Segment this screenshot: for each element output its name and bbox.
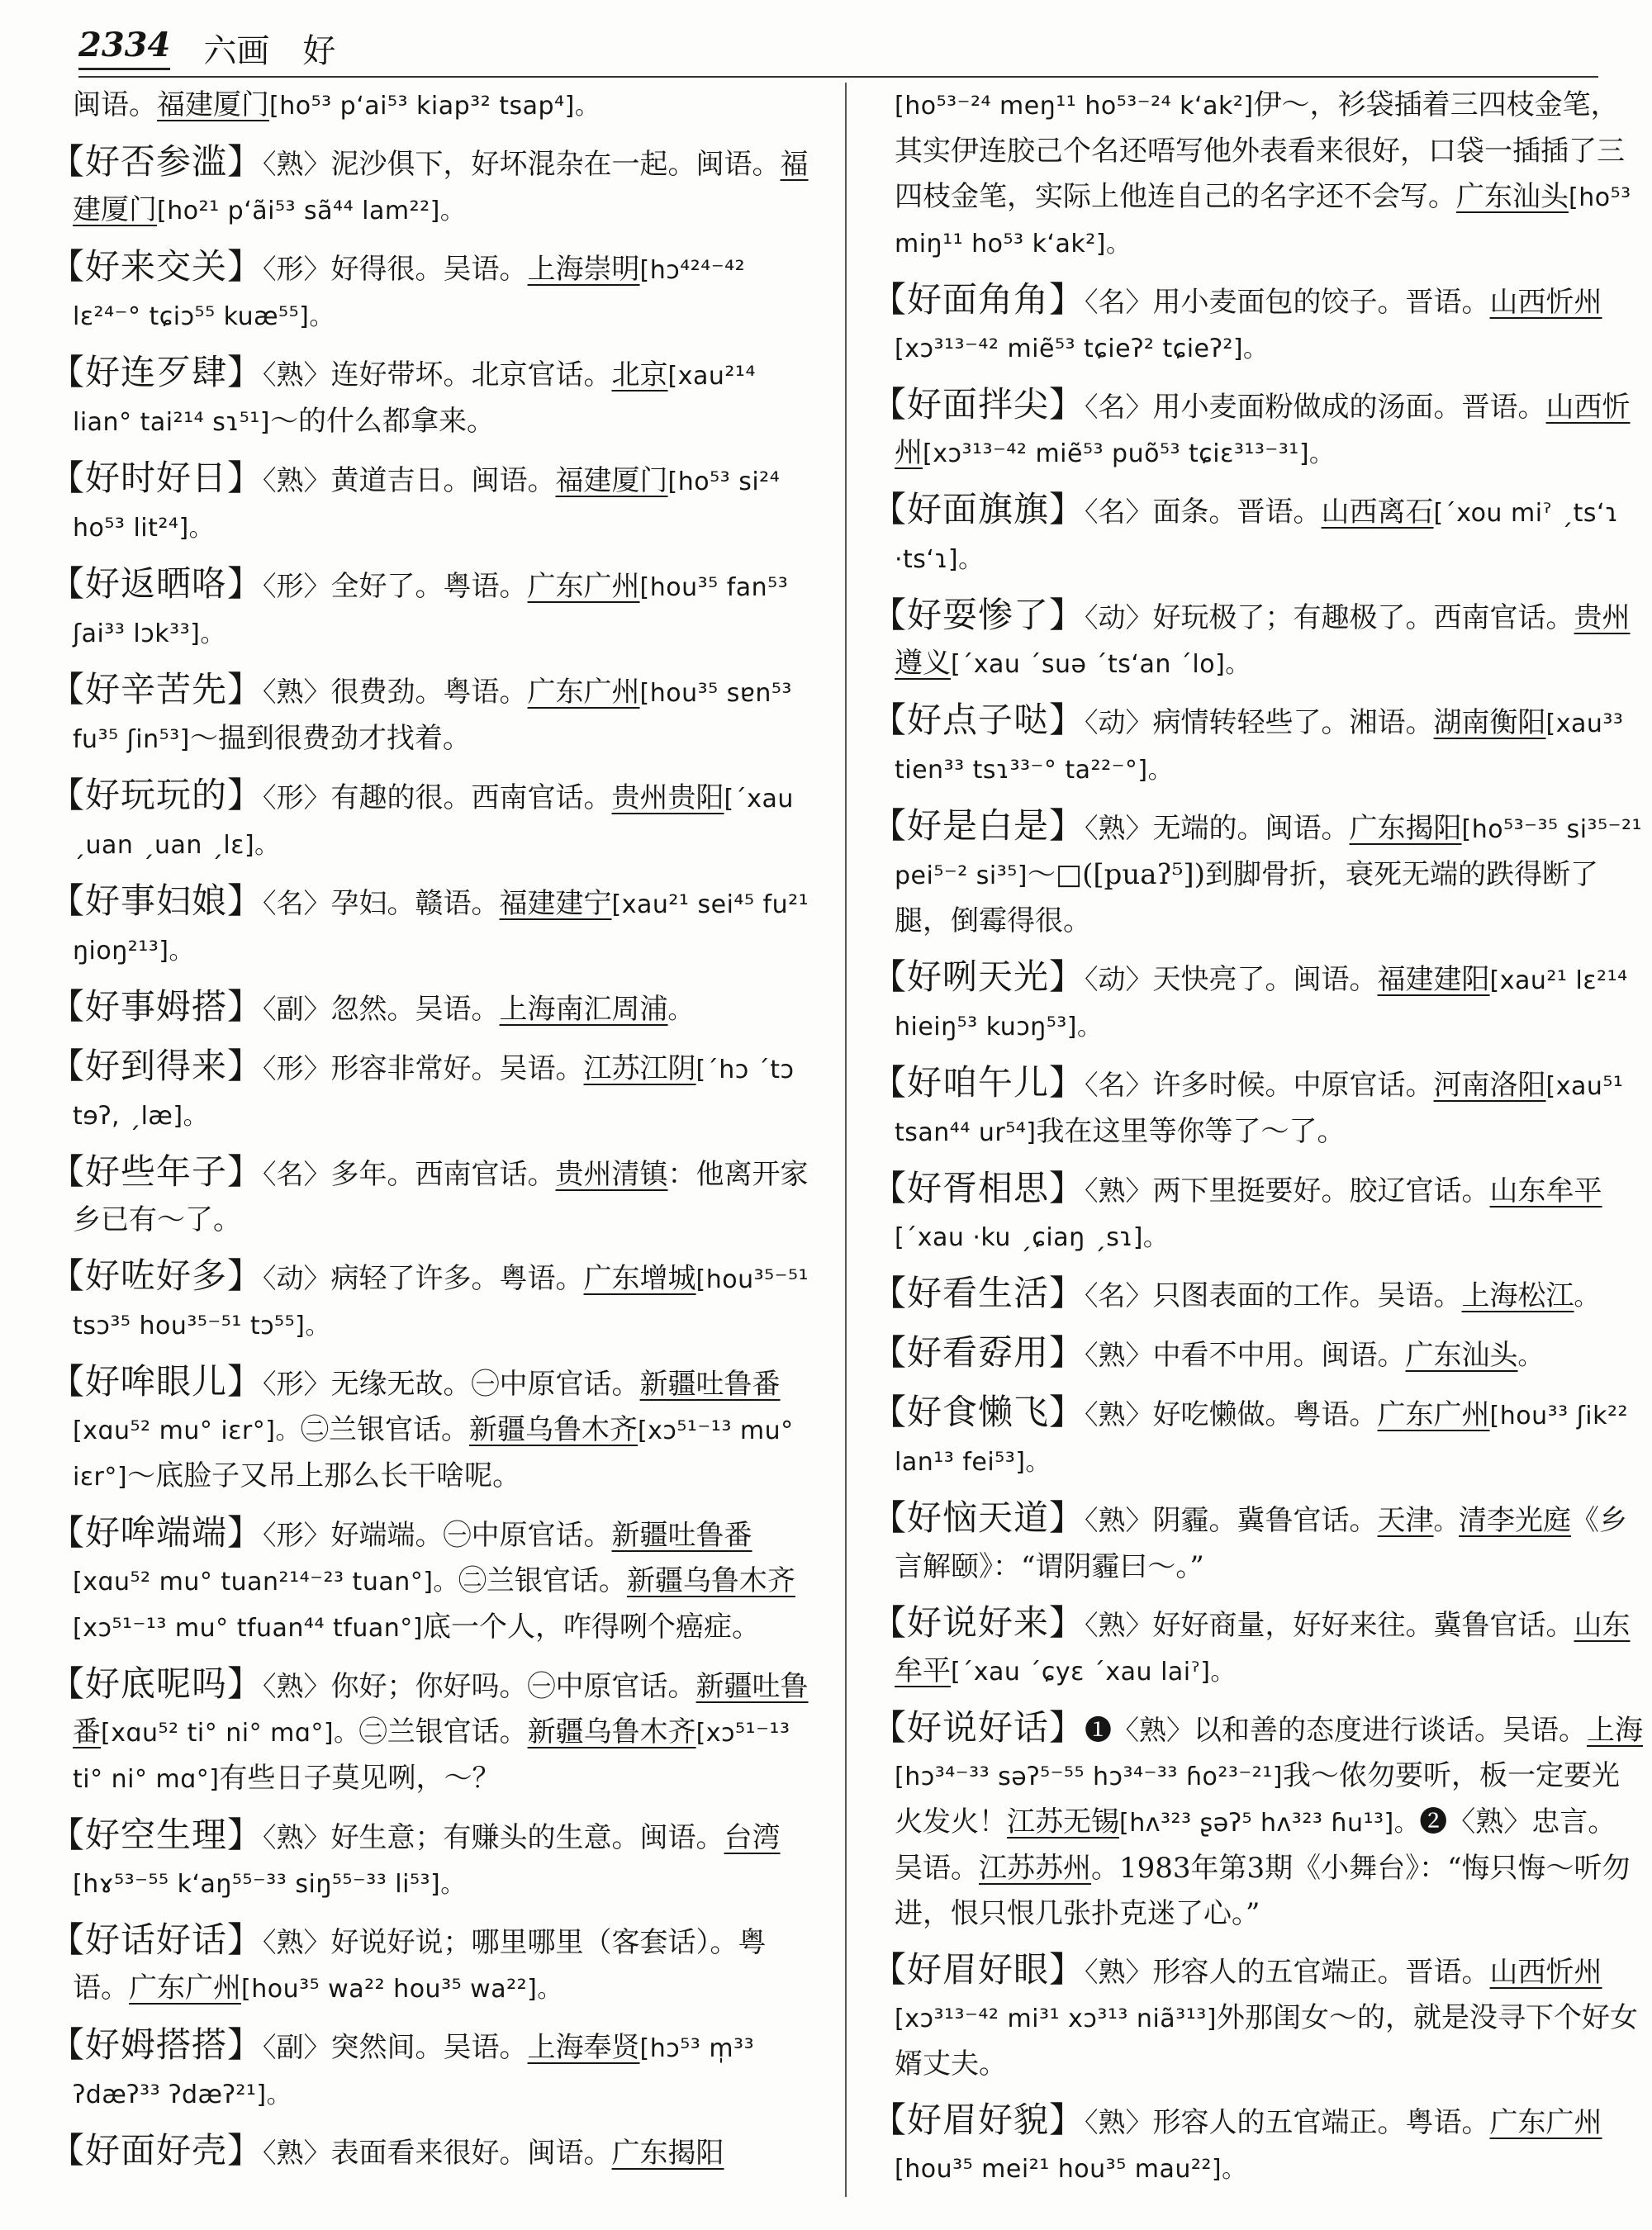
dictionary-entry bbox=[871, 803, 1644, 944]
entry-definition: 多年。西南官话。 bbox=[330, 1158, 556, 1191]
usage-example: 我在这里等你等了～了。 bbox=[1036, 1115, 1346, 1148]
dictionary-entry bbox=[871, 1270, 1644, 1320]
source-label: 清李光庭 bbox=[1459, 1504, 1572, 1537]
pronunciation: [hou³⁵ fan⁵³ ʃai³³ lɔk³³]。 bbox=[73, 573, 789, 648]
dictionary-entry bbox=[871, 1705, 1644, 1937]
usage-example: ～□([puaʔ⁵])到脚骨折，衰死无端的跌得断了腿，倒霉得很。 bbox=[895, 858, 1598, 937]
location-label: 上海奉贤 bbox=[527, 2031, 640, 2064]
entry-definition: 好吃懒做。粤语。 bbox=[1152, 1398, 1378, 1431]
dictionary-entry bbox=[871, 954, 1644, 1050]
pronunciation: [ho⁵³⁻²⁴ meŋ¹¹ ho⁵³⁻²⁴ kʻak²] bbox=[895, 92, 1254, 121]
page-number: 2334 bbox=[78, 26, 170, 70]
entry-definition: 用小麦面粉做成的汤面。晋语。 bbox=[1152, 391, 1546, 424]
entry-definition: 好好商量，好好来往。冀鲁官话。 bbox=[1152, 1609, 1574, 1642]
location-label: 上海 bbox=[1587, 1714, 1644, 1747]
part-of-speech: 〈熟〉 bbox=[1085, 1174, 1153, 1207]
dictionary-entry bbox=[871, 1947, 1644, 2087]
dictionary-entry bbox=[871, 1060, 1644, 1155]
location-label: 天津 bbox=[1377, 1504, 1434, 1537]
pronunciation: [hɤ⁵³⁻⁵⁵ kʻaŋ⁵⁵⁻³³ siŋ⁵⁵⁻³³ li⁵³]。 bbox=[73, 1870, 466, 1899]
pronunciation-2: [xɔ⁵¹⁻¹³ ti° ni° mɑ°] bbox=[73, 1719, 790, 1794]
location-label: 福建厦门 bbox=[555, 464, 668, 497]
pronunciation: [xɔ³¹³⁻⁴² miẽ⁵³ tɕieʔ² tɕieʔ²]。 bbox=[895, 334, 1269, 363]
entry-headword: 【 好面角角 】 bbox=[871, 279, 1085, 320]
entry-definition: 孕妇。赣语。 bbox=[330, 887, 500, 920]
location-label: 贵州清镇 bbox=[555, 1158, 668, 1191]
part-of-speech: 〈动〉 bbox=[1085, 706, 1153, 738]
location-label-2: 广东汕头 bbox=[1456, 180, 1569, 213]
pronunciation: [ˊxau ˊɕyɛ ˊxau laiˀ]。 bbox=[951, 1658, 1236, 1687]
pronunciation: [xɑu⁵² mu° iɛr°]。 bbox=[73, 1416, 301, 1445]
usage-example: 我～侬勿要听，板一定要光火发火！ bbox=[895, 1759, 1621, 1839]
entry-definition: 形容人的五官端正。晋语。 bbox=[1152, 1956, 1490, 1989]
dictionary-entry bbox=[871, 486, 1644, 582]
entry-definition: 突然间。吴语。 bbox=[330, 2031, 528, 2064]
dictionary-entry bbox=[50, 984, 818, 1033]
dictionary-entry bbox=[871, 1495, 1644, 1590]
entry-headword: 【 好点子哒 】 bbox=[871, 700, 1085, 740]
part-of-speech: 〈熟〉 bbox=[1085, 1609, 1153, 1641]
entry-headword: 【 好说好来 】 bbox=[871, 1602, 1085, 1643]
location-label-3: 江苏苏州 bbox=[979, 1852, 1091, 1885]
dictionary-entry bbox=[871, 83, 1644, 267]
entry-definition: 连好带坏。北京官话。 bbox=[330, 358, 612, 391]
entry-headword: 【 好咗好多 】 bbox=[50, 1255, 263, 1296]
entry-headword: 【 好底呢吗 】 bbox=[50, 1663, 263, 1704]
dictionary-entry bbox=[50, 772, 818, 868]
part-of-speech: 〈名〉 bbox=[1085, 1279, 1153, 1312]
dictionary-entry bbox=[50, 244, 818, 339]
entry-definition: 全好了。粤语。 bbox=[330, 570, 528, 603]
usage-example: 《乡言解颐》：“谓阴霾曰～。” bbox=[895, 1504, 1628, 1583]
part-of-speech: 〈熟〉 bbox=[263, 148, 331, 180]
entry-headword: 【 好时好日 】 bbox=[50, 458, 263, 498]
pronunciation: [ho⁵³⁻³⁵ si³⁵⁻²¹ pei⁵⁻² si³⁵] bbox=[895, 815, 1643, 890]
dictionary-entry bbox=[50, 1661, 818, 1802]
entry-definition: 闽语。 bbox=[73, 88, 157, 121]
location-label: 广东广州 bbox=[1377, 1398, 1490, 1431]
entry-definition: 黄道吉日。闽语。 bbox=[330, 464, 556, 497]
entry-headword: 【 好返晒咯 】 bbox=[50, 563, 263, 604]
dictionary-entry bbox=[50, 1043, 818, 1139]
entry-definition: 好得很。吴语。 bbox=[330, 253, 528, 286]
entry-definition: 无端的。闽语。 bbox=[1152, 812, 1350, 845]
pronunciation: [xɑu⁵² mu° tuan²¹⁴⁻²³ tuan°]。 bbox=[73, 1568, 458, 1597]
entry-definition: 两下里挺要好。胶辽官话。 bbox=[1152, 1174, 1490, 1208]
dictionary-entry bbox=[871, 697, 1644, 793]
location-label: 山东牟平 bbox=[1489, 1174, 1602, 1208]
location-label: 福建厦门 bbox=[157, 88, 269, 121]
part-of-speech: 〈名〉 bbox=[1085, 391, 1153, 423]
pronunciation: 。 bbox=[667, 996, 694, 1025]
part-of-speech: 〈熟〉 bbox=[263, 676, 331, 708]
location-label: 广东揭阳 bbox=[611, 2137, 724, 2170]
part-of-speech: 〈动〉 bbox=[263, 1262, 331, 1294]
entry-headword: 【 好看孬用 】 bbox=[871, 1332, 1085, 1373]
entry-definition-2: ㊁兰银官话。 bbox=[458, 1564, 627, 1597]
pronunciation: [hou³³ ʃik²² lan¹³ fei⁵³]。 bbox=[895, 1402, 1629, 1477]
part-of-speech: 〈熟〉 bbox=[1085, 2106, 1153, 2138]
entry-definition: 好说好说；哪里哪里（客套话）。粤语。 bbox=[73, 1926, 767, 2005]
radical-heading: 六画 bbox=[203, 31, 270, 70]
pronunciation: [ˊxau ˏuan ˏuan ˏlɛ]。 bbox=[73, 785, 794, 860]
entry-headword: 【 好恼天道 】 bbox=[871, 1497, 1085, 1538]
entry-headword: 【 好胥相思 】 bbox=[871, 1168, 1085, 1208]
usage-example: ～底脸子又吊上那么长干啥呢。 bbox=[127, 1459, 521, 1492]
entry-headword: 【 好到得来 】 bbox=[50, 1046, 263, 1086]
part-of-speech: 〈熟〉 bbox=[263, 1670, 331, 1702]
dictionary-entry bbox=[50, 1917, 818, 2012]
entry-definition: 阴霾。冀鲁官话。 bbox=[1152, 1504, 1378, 1537]
part-of-speech: 〈熟〉 bbox=[1085, 1339, 1153, 1371]
pronunciation: [hou³⁵⁻⁵¹ tsɔ³⁵ hou³⁵⁻⁵¹ tɔ⁵⁵]。 bbox=[73, 1265, 809, 1340]
pronunciation: [ho⁵³ si²⁴ ho⁵³ lit²⁴]。 bbox=[73, 467, 781, 543]
entry-definition: 表面看来很好。闽语。 bbox=[330, 2137, 612, 2170]
entry-headword: 【 好眉好眼 】 bbox=[871, 1949, 1085, 1990]
usage-example: ～的什么都拿来。 bbox=[270, 405, 495, 438]
entry-headword: 【 好话好话 】 bbox=[50, 1919, 263, 1960]
pronunciation: [ˊxau ˊsuə ˊtsʻan ˊlo]。 bbox=[951, 650, 1251, 679]
entry-headword: 【 好眉好貌 】 bbox=[871, 2100, 1085, 2140]
entry-headword: 【 好玩玩的 】 bbox=[50, 775, 263, 815]
entry-definition-2: ❷〈熟〉忠言。吴语。 bbox=[895, 1805, 1616, 1885]
usage-example: ～揾到很费劲才找着。 bbox=[189, 722, 471, 755]
entry-definition: 好生意；有赚头的生意。闽语。 bbox=[330, 1821, 724, 1854]
entry-headword: 【 好事姆搭 】 bbox=[50, 986, 263, 1027]
location-label: 广东广州 bbox=[527, 676, 640, 709]
part-of-speech: 〈熟〉 bbox=[1085, 812, 1153, 844]
pronunciation: [hou³⁵ wa²² hou³⁵ wa²²]。 bbox=[241, 1975, 563, 2004]
location-label: 福建建宁 bbox=[499, 887, 612, 920]
location-label: 上海南汇周浦 bbox=[499, 993, 668, 1026]
dictionary-entry bbox=[50, 667, 818, 762]
entry-definition: 天快亮了。闽语。 bbox=[1152, 963, 1378, 996]
entry-definition: 形容非常好。吴语。 bbox=[330, 1052, 584, 1085]
entry-definition: 中看不中用。闽语。 bbox=[1152, 1339, 1406, 1372]
location-label: 山西忻州 bbox=[1489, 286, 1602, 319]
location-label: 山东牟平 bbox=[895, 1609, 1631, 1687]
entry-headword: 【 好食懒飞 】 bbox=[871, 1392, 1085, 1432]
entry-definition: 用小麦面包的饺子。晋语。 bbox=[1152, 286, 1490, 319]
entry-headword: 【 好姆搭搭 】 bbox=[50, 2024, 263, 2065]
entry-headword: 【 好哞端端 】 bbox=[50, 1512, 263, 1553]
entry-definition: 泥沙俱下，好坏混杂在一起。闽语。 bbox=[330, 148, 781, 181]
part-of-speech: 〈熟〉 bbox=[263, 358, 331, 391]
part-of-speech: 〈名〉 bbox=[1085, 496, 1153, 528]
location-label: 山西忻州 bbox=[1489, 1956, 1602, 1989]
part-of-speech: 〈熟〉 bbox=[263, 1821, 331, 1853]
part-of-speech: 〈熟〉 bbox=[263, 2137, 331, 2169]
entry-headword: 【 好耍惨了 】 bbox=[871, 595, 1085, 635]
part-of-speech: 〈动〉 bbox=[1085, 601, 1153, 633]
entry-definition: 病轻了许多。粤语。 bbox=[330, 1262, 584, 1295]
entry-headword: 【 好说好话 】 bbox=[871, 1707, 1085, 1748]
usage-example: 外那闺女～的，就是没寻下个好女婿丈夫。 bbox=[895, 2001, 1638, 2081]
location-label: 北京 bbox=[611, 358, 668, 391]
pronunciation: [ho²¹ pʻãi⁵³ sã⁴⁴ lam²²]。 bbox=[157, 197, 466, 225]
part-of-speech: 〈熟〉 bbox=[1085, 1504, 1153, 1536]
dictionary-entry bbox=[50, 1510, 818, 1651]
dictionary-entry bbox=[50, 1253, 818, 1349]
location-label: 河南洛阳 bbox=[1433, 1069, 1546, 1102]
entry-definition: 无缘无故。㊀中原官话。 bbox=[330, 1368, 640, 1401]
dictionary-entry bbox=[50, 349, 818, 445]
dictionary-entry bbox=[50, 1359, 818, 1500]
pronunciation: 。 bbox=[1517, 1342, 1544, 1371]
location-label: 湖南衡阳 bbox=[1433, 706, 1546, 739]
pronunciation: 。 bbox=[1433, 1507, 1460, 1536]
dictionary-entry bbox=[871, 1165, 1644, 1260]
left-column bbox=[50, 83, 818, 2213]
entry-definition: 你好；你好吗。㊀中原官话。 bbox=[330, 1670, 696, 1703]
entry-headword: 【 好空生理 】 bbox=[50, 1815, 263, 1855]
entry-definition: 许多时候。中原官话。 bbox=[1152, 1069, 1434, 1102]
pronunciation-2: [xɔ⁵¹⁻¹³ mu° tfuan⁴⁴ tfuan°] bbox=[73, 1614, 423, 1643]
entry-headword: 【 好事妇娘 】 bbox=[50, 880, 263, 921]
location-label: 广东揭阳 bbox=[1349, 812, 1462, 845]
pronunciation-2: [ho⁵³ miŋ¹¹ ho⁵³ kʻak²]。 bbox=[895, 183, 1631, 259]
location-label: 台湾 bbox=[724, 1821, 781, 1854]
entry-definition: 只图表面的工作。吴语。 bbox=[1152, 1279, 1462, 1312]
dictionary-entry bbox=[871, 277, 1644, 372]
location-label: 上海崇明 bbox=[527, 253, 640, 286]
part-of-speech: 〈形〉 bbox=[263, 253, 331, 285]
location-label: 广东广州 bbox=[527, 570, 640, 603]
pronunciation: [ˊxou miˀ ˏtsʻɿ ·tsʻɿ]。 bbox=[895, 499, 1619, 574]
entry-definition-2: ㊁兰银官话。 bbox=[358, 1715, 528, 1748]
usage-example: ：他离开家乡已有～了。 bbox=[73, 1158, 809, 1236]
entry-definition: 以和善的态度进行谈话。吴语。 bbox=[1194, 1714, 1588, 1747]
usage-example: 有些日子莫见咧，～？ bbox=[219, 1762, 501, 1795]
usage-example: 底一个人，咋得咧个癌症。 bbox=[422, 1611, 760, 1644]
part-of-speech: 〈形〉 bbox=[263, 1519, 331, 1551]
entry-headword: 【 好否参滥 】 bbox=[50, 141, 263, 182]
dictionary-entry bbox=[871, 592, 1644, 687]
entry-headword: 【 好连歹肆 】 bbox=[50, 352, 263, 392]
usage-example: 伊～，衫袋插着三四枝金笔，其实伊连胶己个名还唔写他外表看来很好，口袋一插插了三四枝金笔，实际上他连自己的名字还不会写。 bbox=[895, 88, 1625, 213]
entry-headword: 【 好面旗旗 】 bbox=[871, 489, 1085, 529]
pronunciation-2: [hʌ³²³ ʂəʔ⁵ hʌ³²³ ɦu¹³]。 bbox=[1119, 1809, 1420, 1838]
part-of-speech: 〈副〉 bbox=[263, 993, 331, 1025]
part-of-speech: 〈动〉 bbox=[1085, 963, 1153, 995]
dictionary-entry bbox=[50, 2022, 818, 2118]
page-header bbox=[78, 23, 1598, 73]
part-of-speech: 〈熟〉 bbox=[1085, 1398, 1153, 1431]
dictionary-entry bbox=[50, 561, 818, 657]
location-label: 广东广州 bbox=[1489, 2106, 1602, 2139]
location-label: 福建建阳 bbox=[1377, 963, 1490, 996]
entry-headword: 【 好面拌尖 】 bbox=[871, 384, 1085, 425]
entry-definition: 忽然。吴语。 bbox=[330, 993, 500, 1026]
part-of-speech: 〈熟〉 bbox=[263, 464, 331, 496]
column-divider bbox=[845, 83, 847, 2197]
dictionary-entry bbox=[50, 139, 818, 234]
dictionary-entry bbox=[871, 1389, 1644, 1485]
location-label-2: 新疆乌鲁木齐 bbox=[626, 1564, 795, 1597]
header-rule bbox=[78, 76, 1598, 78]
part-of-speech: 〈名〉 bbox=[263, 1158, 331, 1190]
dictionary-entry bbox=[50, 455, 818, 551]
location-label: 贵州遵义 bbox=[895, 601, 1631, 680]
entry-definition: 病情转轻些了。湘语。 bbox=[1152, 706, 1434, 739]
part-of-speech: 〈名〉 bbox=[263, 887, 331, 919]
entry-headword: 【 好看生活 】 bbox=[871, 1273, 1085, 1313]
pronunciation: [xau²¹ lɛ²¹⁴ hieiŋ⁵³ kuɔŋ⁵³]。 bbox=[895, 966, 1628, 1041]
pronunciation: [xɔ³¹³⁻⁴² mi³¹ xɔ³¹³ niã³¹³] bbox=[895, 2005, 1217, 2033]
entry-headword: 【 好咱午儿 】 bbox=[871, 1062, 1085, 1103]
usage-example-2: 。1983年第3期《小舞台》：“悔只悔～听勿进，恨只恨几张扑克迷了心。” bbox=[895, 1852, 1631, 1930]
pronunciation: [hɔ⁵³ m̩³³ ʔdæʔ³³ ʔdæʔ²¹]。 bbox=[73, 2034, 755, 2109]
location-label: 山西忻州 bbox=[895, 391, 1631, 469]
dictionary-entry bbox=[871, 2097, 1644, 2192]
location-label-2: 江苏无锡 bbox=[1007, 1805, 1119, 1839]
dictionary-entry bbox=[50, 1812, 818, 1907]
part-of-speech: 〈名〉 bbox=[1085, 286, 1153, 318]
part-of-speech: 〈名〉 bbox=[1085, 1069, 1153, 1101]
entry-definition: 面条。晋语。 bbox=[1152, 496, 1322, 529]
entry-definition: 好玩极了；有趣极了。西南官话。 bbox=[1152, 601, 1574, 634]
part-of-speech: 〈熟〉 bbox=[1085, 1956, 1153, 1988]
location-label: 福建厦门 bbox=[73, 148, 809, 226]
entry-headword: 【 好哞眼儿 】 bbox=[50, 1361, 263, 1402]
location-label-2: 新疆乌鲁木齐 bbox=[527, 1715, 696, 1748]
entry-definition: 很费劲。粤语。 bbox=[330, 676, 528, 709]
pronunciation: [ˊhɔ ˊtɔ tɘʔ, ˏlæ]。 bbox=[73, 1056, 795, 1131]
location-label: 山西离石 bbox=[1321, 496, 1434, 529]
location-label: 上海松江 bbox=[1461, 1279, 1574, 1312]
part-of-speech: 〈形〉 bbox=[263, 1052, 331, 1084]
pronunciation: [ho⁵³ pʻai⁵³ kiap³² tsap⁴]。 bbox=[269, 92, 601, 121]
pronunciation-2: [xɔ⁵¹⁻¹³ mu° iɛr°] bbox=[73, 1416, 794, 1492]
part-of-speech: 〈副〉 bbox=[263, 2031, 331, 2063]
character-heading: 好 bbox=[302, 31, 336, 70]
dictionary-entry bbox=[50, 83, 818, 129]
pronunciation: [xau²¹⁴ lian° tai²¹⁴ sɿ⁵¹] bbox=[73, 362, 756, 437]
location-label: 广东增城 bbox=[583, 1262, 696, 1295]
location-label: 江苏江阴 bbox=[583, 1052, 696, 1085]
entry-headword: 【 好是白是 】 bbox=[871, 805, 1085, 846]
part-of-speech: ❶〈熟〉 bbox=[1085, 1714, 1194, 1746]
pronunciation: [xau²¹ sei⁴⁵ fu²¹ ŋioŋ²¹³]。 bbox=[73, 890, 809, 966]
dictionary-entry bbox=[50, 1149, 818, 1243]
location-label: 广东广州 bbox=[129, 1971, 241, 2005]
entry-definition: 有趣的很。西南官话。 bbox=[330, 781, 612, 814]
dictionary-entry bbox=[50, 878, 818, 974]
dictionary-entry bbox=[871, 1600, 1644, 1695]
dictionary-entry bbox=[871, 382, 1644, 477]
pronunciation: [xɔ³¹³⁻⁴² miẽ⁵³ puõ⁵³ tɕiɛ³¹³⁻³¹]。 bbox=[923, 439, 1335, 468]
location-label-2: 新疆乌鲁木齐 bbox=[468, 1413, 638, 1446]
entry-definition: 好端端。㊀中原官话。 bbox=[330, 1519, 612, 1552]
pronunciation: 。 bbox=[1574, 1283, 1600, 1312]
dictionary-entry bbox=[50, 2128, 818, 2176]
part-of-speech: 〈形〉 bbox=[263, 1368, 331, 1400]
location-label: 新疆吐鲁番 bbox=[73, 1670, 809, 1748]
pronunciation: [xau⁵¹ tsan⁴⁴ ur⁵⁴] bbox=[895, 1072, 1624, 1147]
pronunciation: [xau³³ tien³³ tsɿ³³⁻° ta²²⁻°]。 bbox=[895, 709, 1624, 785]
entry-headword: 【 好些年子 】 bbox=[50, 1151, 263, 1192]
pronunciation: [xɑu⁵² ti° ni° mɑ°]。 bbox=[101, 1719, 359, 1748]
entry-headword: 【 好咧天光 】 bbox=[871, 956, 1085, 997]
pronunciation: [hɔ⁴²⁴⁻⁴² lɛ²⁴⁻° tɕiɔ⁵⁵ kuæ⁵⁵]。 bbox=[73, 256, 746, 331]
location-label: 新疆吐鲁番 bbox=[639, 1368, 781, 1401]
pronunciation: [hou³⁵ mei²¹ hou³⁵ mau²²]。 bbox=[895, 2155, 1247, 2184]
pronunciation: [hou³⁵ sɐn⁵³ fu³⁵ ʃin⁵³] bbox=[73, 679, 792, 754]
entry-definition: 形容人的五官端正。粤语。 bbox=[1152, 2106, 1490, 2139]
pronunciation: [ˊxau ·ku ˏɕiaŋ ˏsɿ]。 bbox=[895, 1223, 1169, 1252]
pronunciation: [hɔ³⁴⁻³³ səʔ⁵⁻⁵⁵ hɔ³⁴⁻³³ ɦo²³⁻²¹] bbox=[895, 1763, 1284, 1791]
entry-headword: 【 好面好壳 】 bbox=[50, 2130, 263, 2171]
dictionary-entry bbox=[871, 1330, 1644, 1379]
entry-headword: 【 好来交关 】 bbox=[50, 246, 263, 287]
location-label: 广东汕头 bbox=[1405, 1339, 1518, 1372]
part-of-speech: 〈形〉 bbox=[263, 570, 331, 602]
entry-headword: 【 好辛苦先 】 bbox=[50, 669, 263, 709]
location-label: 贵州贵阳 bbox=[611, 781, 724, 814]
entry-definition-2: ㊁兰银官话。 bbox=[300, 1413, 469, 1446]
right-column bbox=[871, 83, 1644, 2213]
location-label: 新疆吐鲁番 bbox=[611, 1519, 752, 1552]
part-of-speech: 〈熟〉 bbox=[263, 1926, 331, 1958]
part-of-speech: 〈形〉 bbox=[263, 781, 331, 814]
